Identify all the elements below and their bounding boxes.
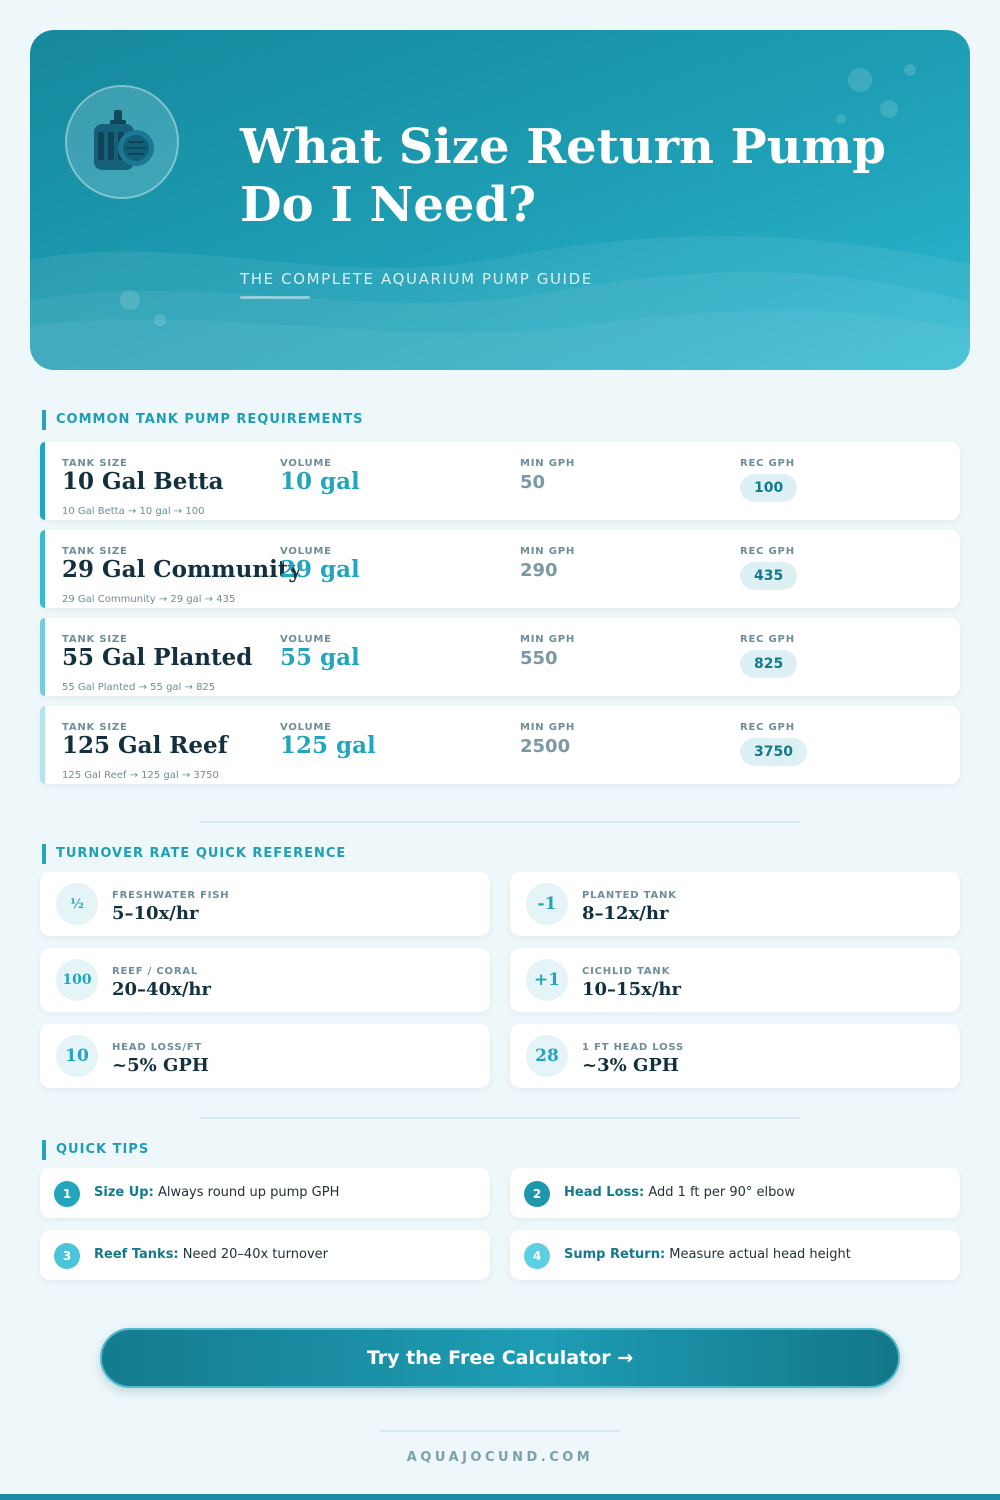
tank-row <box>40 706 960 784</box>
tank-name: 10 Gal Betta <box>62 468 224 495</box>
tip-card <box>510 1168 960 1218</box>
ref-value: ~5% GPH <box>112 1055 209 1076</box>
row-summary: 125 Gal Reef → 125 gal → 3750 <box>62 770 219 781</box>
hero-banner <box>30 30 970 370</box>
min-gph-label: MIN GPH <box>520 546 576 557</box>
footer-site: AQUAJOCUND.COM <box>406 1450 594 1465</box>
tank-size-label: TANK SIZE <box>62 458 128 469</box>
ref-badge: 100 <box>56 959 98 1001</box>
tank-volume: 29 gal <box>280 556 360 583</box>
rec-gph-badge: 100 <box>740 474 797 502</box>
ref-value: 5–10x/hr <box>112 903 199 924</box>
ref-badge: +1 <box>526 959 568 1001</box>
tip-number: 2 <box>524 1181 550 1207</box>
row-accent <box>40 618 45 696</box>
rec-gph-label: REC GPH <box>740 634 795 645</box>
bubble <box>120 290 140 310</box>
tip-text <box>564 1185 795 1200</box>
min-gph-value: 2500 <box>520 736 571 757</box>
ref-badge: 28 <box>526 1035 568 1077</box>
row-accent <box>40 530 45 608</box>
tank-volume: 55 gal <box>280 644 360 671</box>
bottom-bar <box>0 1494 1000 1500</box>
page-title: What Size Return Pump Do I Need? <box>240 119 886 233</box>
tank-volume: 10 gal <box>280 468 360 495</box>
tip-body: Need 20–40x turnover <box>182 1247 328 1262</box>
tank-name: 29 Gal Community <box>62 556 302 583</box>
ref-label: 1 FT HEAD LOSS <box>582 1042 684 1053</box>
row-summary: 29 Gal Community → 29 gal → 435 <box>62 594 236 605</box>
rec-gph-label: REC GPH <box>740 722 795 733</box>
tip-text <box>564 1247 851 1262</box>
ref-badge: -1 <box>526 883 568 925</box>
rec-gph-label: REC GPH <box>740 546 795 557</box>
rec-gph-badge: 3750 <box>740 738 807 766</box>
tip-title: Sump Return: <box>564 1247 666 1262</box>
ref-label: CICHLID TANK <box>582 966 671 977</box>
tips-heading: QUICK TIPS <box>42 1140 149 1160</box>
ref-badge: 10 <box>56 1035 98 1077</box>
row-summary: 55 Gal Planted → 55 gal → 825 <box>62 682 216 693</box>
tank-row <box>40 530 960 608</box>
section-divider <box>200 821 800 823</box>
tip-title: Head Loss: <box>564 1185 645 1200</box>
bubble <box>904 64 916 76</box>
rec-gph-badge: 825 <box>740 650 797 678</box>
tip-text <box>94 1247 328 1262</box>
ref-value: 8–12x/hr <box>582 903 669 924</box>
turnover-card <box>40 1024 490 1088</box>
ref-value: 10–15x/hr <box>582 979 681 1000</box>
tip-text <box>94 1185 339 1200</box>
volume-label: VOLUME <box>280 458 332 469</box>
row-accent <box>40 706 45 784</box>
min-gph-value: 550 <box>520 648 558 669</box>
rec-gph-badge: 435 <box>740 562 797 590</box>
requirements-heading: COMMON TANK PUMP REQUIREMENTS <box>42 410 364 430</box>
tip-card <box>510 1230 960 1280</box>
rec-gph-label: REC GPH <box>740 458 795 469</box>
tip-body: Measure actual head height <box>669 1247 851 1262</box>
turnover-card <box>40 872 490 936</box>
ref-label: PLANTED TANK <box>582 890 677 901</box>
tip-body: Add 1 ft per 90° elbow <box>648 1185 795 1200</box>
min-gph-value: 50 <box>520 472 546 493</box>
tip-number: 1 <box>54 1181 80 1207</box>
tank-name: 55 Gal Planted <box>62 644 253 671</box>
turnover-card <box>40 948 490 1012</box>
min-gph-label: MIN GPH <box>520 634 576 645</box>
row-summary: 10 Gal Betta → 10 gal → 100 <box>62 506 205 517</box>
bubble <box>154 314 166 326</box>
min-gph-label: MIN GPH <box>520 458 576 469</box>
turnover-card <box>510 872 960 936</box>
footer-divider <box>380 1430 620 1432</box>
tip-card <box>40 1230 490 1280</box>
min-gph-value: 290 <box>520 560 558 581</box>
tip-card <box>40 1168 490 1218</box>
tank-row <box>40 442 960 520</box>
page-subtitle: THE COMPLETE AQUARIUM PUMP GUIDE <box>240 270 593 288</box>
volume-label: VOLUME <box>280 546 332 557</box>
wave-decoration <box>30 230 970 370</box>
ref-label: FRESHWATER FISH <box>112 890 230 901</box>
subtitle-underline <box>240 296 310 299</box>
tank-size-label: TANK SIZE <box>62 722 128 733</box>
ref-label: REEF / CORAL <box>112 966 199 977</box>
row-accent <box>40 442 45 520</box>
tank-size-label: TANK SIZE <box>62 634 128 645</box>
bubble <box>848 68 872 92</box>
tip-title: Reef Tanks: <box>94 1247 179 1262</box>
tip-title: Size Up: <box>94 1185 154 1200</box>
ref-value: 20–40x/hr <box>112 979 211 1000</box>
turnover-card <box>510 1024 960 1088</box>
tip-number: 4 <box>524 1243 550 1269</box>
tank-name: 125 Gal Reef <box>62 732 228 759</box>
tank-volume: 125 gal <box>280 732 376 759</box>
bubble <box>880 100 898 118</box>
section-divider <box>200 1117 800 1119</box>
ref-value: ~3% GPH <box>582 1055 679 1076</box>
calculator-button[interactable]: Try the Free Calculator → <box>100 1328 900 1388</box>
tip-number: 3 <box>54 1243 80 1269</box>
tip-body: Always round up pump GPH <box>157 1185 340 1200</box>
tank-row <box>40 618 960 696</box>
water-pump-icon <box>65 85 179 199</box>
ref-badge: ½ <box>56 883 98 925</box>
volume-label: VOLUME <box>280 722 332 733</box>
min-gph-label: MIN GPH <box>520 722 576 733</box>
turnover-heading: TURNOVER RATE QUICK REFERENCE <box>42 844 346 864</box>
ref-label: HEAD LOSS/FT <box>112 1042 203 1053</box>
tank-size-label: TANK SIZE <box>62 546 128 557</box>
turnover-card <box>510 948 960 1012</box>
volume-label: VOLUME <box>280 634 332 645</box>
